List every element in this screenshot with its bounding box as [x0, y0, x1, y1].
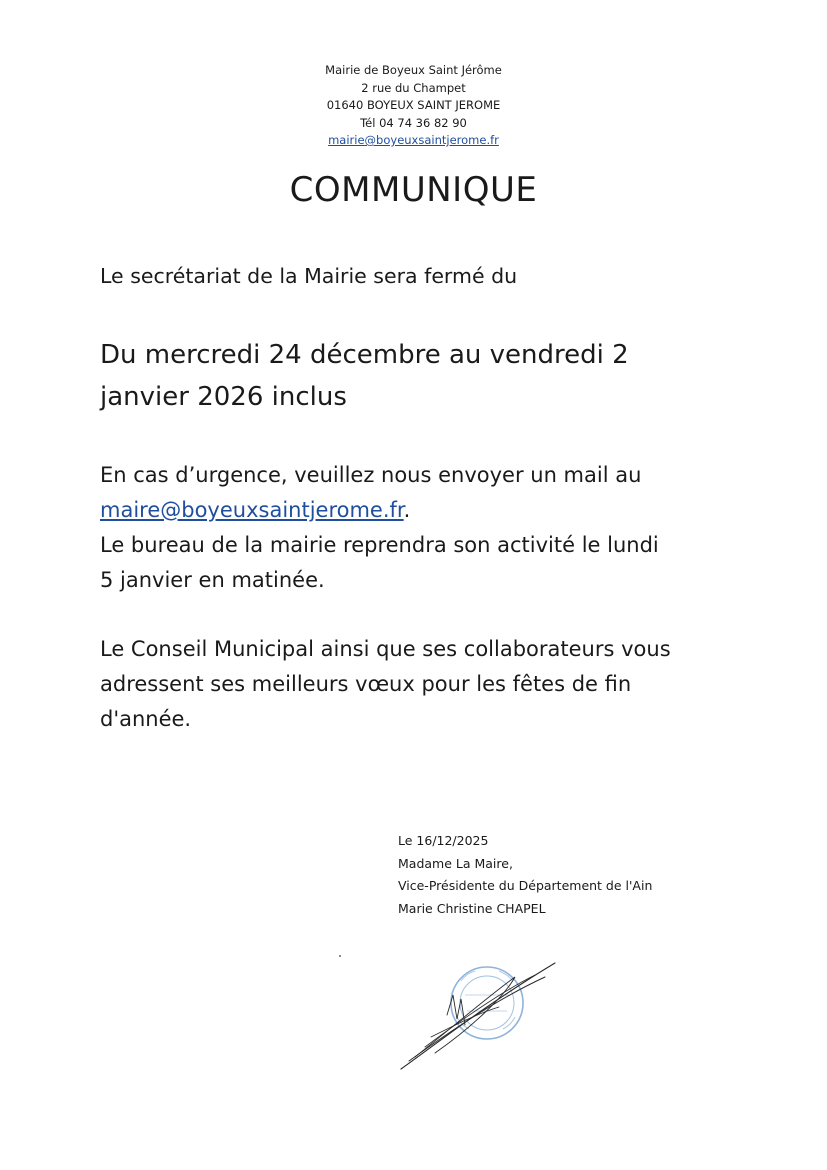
stamp-signature-graphic — [395, 955, 565, 1075]
urgency-line1: En cas d’urgence, veuillez nous envoyer un mail au — [100, 463, 642, 487]
closure-dates — [100, 334, 740, 418]
signature-date: Le 16/12/2025 — [398, 833, 489, 848]
signature-role: Vice-Présidente du Département de l'Ain — [398, 878, 653, 893]
letterhead — [0, 62, 827, 150]
letterhead-email-link[interactable]: mairie@boyeuxsaintjerome.fr — [328, 133, 499, 147]
signature-name: Marie Christine CHAPEL — [398, 900, 546, 916]
closure-dates-line2: janvier 2026 inclus — [100, 382, 347, 412]
letterhead-name: Mairie de Boyeux Saint Jérôme — [325, 63, 502, 77]
urgency-email-suffix: . — [403, 498, 411, 522]
urgency-line4: 5 janvier en matinée. — [100, 568, 325, 592]
letterhead-phone: Tél 04 74 36 82 90 — [360, 115, 467, 130]
greetings-line1: Le Conseil Municipal ainsi que ses collaborateurs vous — [100, 637, 671, 661]
scan-speck — [339, 955, 341, 957]
urgency-line3: Le bureau de la mairie reprendra son activité le lundi — [100, 533, 659, 557]
greetings-line2: adressent ses meilleurs vœux pour les fêtes de fin — [100, 672, 632, 696]
letterhead-city: 01640 BOYEUX SAINT JEROME — [326, 98, 501, 112]
stamp-and-signature — [395, 955, 565, 1075]
closure-intro: Le secrétariat de la Mairie sera fermé du — [100, 264, 518, 288]
greetings-line3: d'année. — [100, 707, 192, 731]
signature-title: Madame La Maire, — [398, 855, 513, 871]
greetings-paragraph — [100, 632, 750, 737]
urgency-email-link[interactable]: maire@boyeuxsaintjerome.fr — [100, 498, 404, 522]
signature-block — [398, 830, 652, 920]
page-title: COMMUNIQUE — [289, 170, 538, 210]
handwritten-signature-icon — [401, 963, 555, 1069]
closure-dates-line1: Du mercredi 24 décembre au vendredi 2 — [100, 340, 629, 370]
letterhead-street: 2 rue du Champet — [361, 80, 466, 95]
urgency-paragraph — [100, 458, 760, 598]
